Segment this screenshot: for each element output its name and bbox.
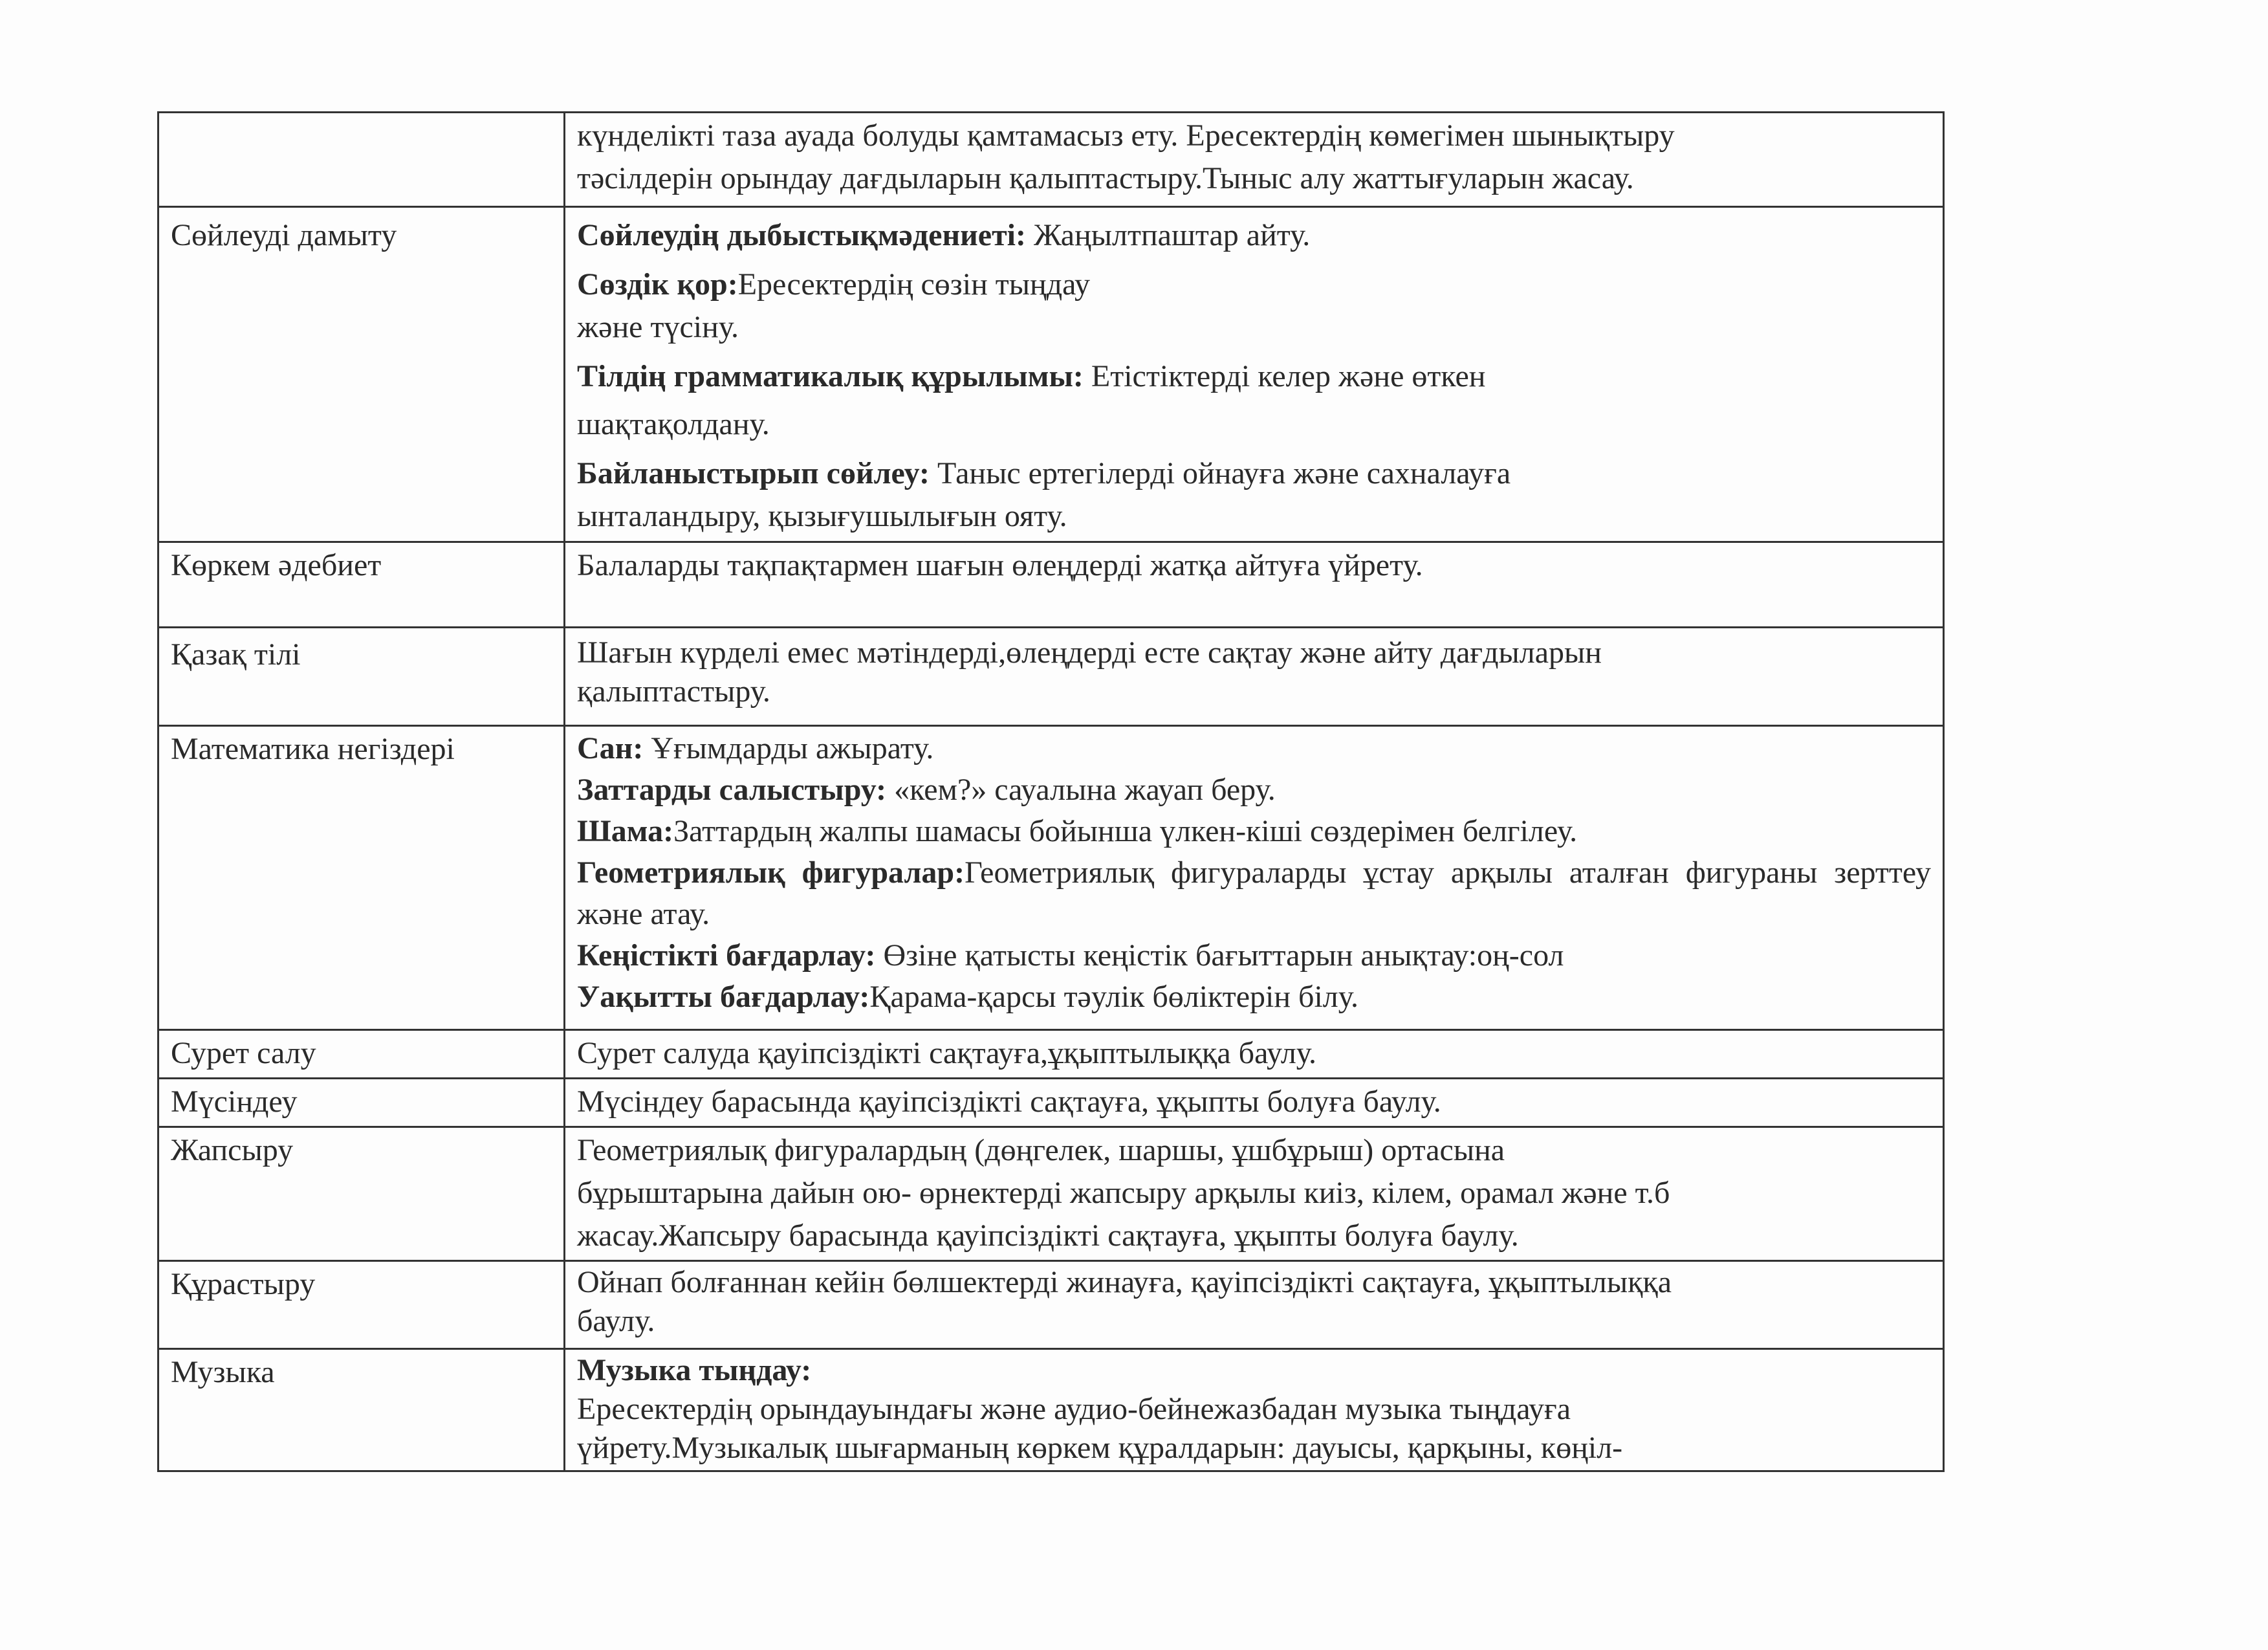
item-label: Байланыстырып сөйлеу: [577, 456, 930, 490]
item-label: Сөйлеудің дыбыстықмәдениеті: [577, 218, 1026, 252]
subject-cell [158, 113, 565, 207]
item-label: Сөздік қор: [577, 267, 738, 302]
subject-cell [158, 1349, 565, 1471]
content-line [577, 811, 1931, 852]
item-label: Шама: [577, 814, 674, 848]
content-line [577, 452, 1931, 495]
content-cell [565, 1261, 1944, 1349]
item-label: Геометриялық фигуралар: [577, 855, 965, 890]
table-row [158, 1079, 1944, 1127]
content-line [577, 976, 1931, 1018]
subject-cell [158, 207, 565, 542]
content-line: Шағын күрделі емес мәтіндерді,өлеңдерді есте сақтау және айту дағдыларын [577, 635, 1602, 670]
content-cell [565, 113, 1944, 207]
subject-cell [158, 726, 565, 1030]
item-text: Геометриялық фигураларды ұстау арқылы аталған фигураны зерттеу және атау. [577, 855, 1931, 931]
content-cell [565, 1127, 1944, 1261]
table-row [158, 726, 1944, 1030]
content-line: Ересектердің орындауындағы және аудио-бейнежазбадан музыка тыңдауға [577, 1392, 1571, 1426]
subject-cell [158, 1079, 565, 1127]
content-line: қалыптастыру. [577, 674, 770, 709]
subject-label: Мүсіндеу [171, 1084, 298, 1119]
content-line [577, 852, 1931, 935]
item-text: Жаңылтпаштар айту. [1025, 218, 1311, 252]
item-label: Тілдің грамматикалық құрылымы: [577, 359, 1084, 393]
content-line: Мүсіндеу барасында қауіпсіздікті сақтауға, ұқыпты болуға баулу. [577, 1084, 1441, 1119]
subject-label: Музыка [171, 1355, 275, 1389]
item-text: Заттардың жалпы шамасы бойынша үлкен-кіші сөздерімен белгілеу. [673, 814, 1578, 848]
subject-cell [158, 628, 565, 726]
content-line [577, 728, 1931, 769]
content-line: тәсілдерін орындау дағдыларын қалыптастыру.Тыныс алу жаттығуларын жасау. [577, 161, 1634, 195]
content-line: күнделікті таза ауада болуды қамтамасыз ету. Ересектердің көмегімен шынықтыру [577, 118, 1675, 153]
subject-cell [158, 542, 565, 628]
content-line: Геометриялық фигуралардың (дөңгелек, шаршы, ұшбұрыш) ортасына [577, 1133, 1505, 1167]
subject-label: Математика негіздері [171, 732, 455, 766]
table-row [158, 113, 1944, 207]
item-label: Уақытты бағдарлау: [577, 980, 870, 1014]
item-label: Сан: [577, 731, 644, 765]
content-line: шақтақолдану. [577, 407, 770, 441]
section-heading: Музыка тыңдау: [577, 1353, 812, 1387]
item-text: Таныс ертегілерді ойнауға және сахналауға [930, 456, 1511, 490]
content-line: үйрету.Музыкалық шығарманың көркем құралдарын: дауысы, қарқыны, көңіл- [577, 1431, 1623, 1465]
subject-cell [158, 1030, 565, 1079]
item-text: Қарама-қарсы тәулік бөліктерін білу. [869, 980, 1358, 1014]
subject-label: Қазақ тілі [171, 637, 301, 672]
content-cell [565, 628, 1944, 726]
content-line: Ойнап болғаннан кейін бөлшектерді жинауға, қауіпсіздікті сақтауға, ұқыптылыққа [577, 1265, 1672, 1299]
subject-cell [158, 1127, 565, 1261]
table-row [158, 628, 1944, 726]
subject-label: Көркем әдебиет [171, 548, 382, 582]
content-cell [565, 1349, 1944, 1471]
content-line: бұрыштарына дайын ою- өрнектерді жапсыру арқылы киіз, кілем, орамал және т.б [577, 1176, 1670, 1210]
table-row [158, 1261, 1944, 1349]
content-cell [565, 726, 1944, 1030]
item-text: Ересектердің сөзін тыңдау [737, 267, 1090, 302]
table-row [158, 542, 1944, 628]
content-line: Сурет салуда қауіпсіздікті сақтауға,ұқыптылыққа баулу. [577, 1036, 1316, 1070]
content-line [577, 769, 1931, 811]
table-row [158, 1127, 1944, 1261]
content-line [577, 263, 1931, 306]
table-row [158, 1349, 1944, 1471]
content-line: және түсіну. [577, 310, 739, 344]
subject-label: Жапсыру [171, 1133, 294, 1167]
content-cell [565, 1079, 1944, 1127]
content-line [577, 355, 1931, 398]
subject-label: Сурет салу [171, 1036, 316, 1070]
table-row [158, 1030, 1944, 1079]
content-line: баулу. [577, 1304, 655, 1338]
subject-cell [158, 1261, 565, 1349]
item-text: «кем?» сауалына жауап беру. [886, 773, 1276, 807]
item-label: Кеңістікті бағдарлау: [577, 938, 876, 973]
item-label: Заттарды салыстыру: [577, 773, 887, 807]
item-text: Ұғымдарды ажырату. [643, 731, 934, 765]
content-cell [565, 542, 1944, 628]
content-line: ынталандыру, қызығушылығын ояту. [577, 499, 1067, 533]
content-cell [565, 1030, 1944, 1079]
table-row [158, 207, 1944, 542]
subject-label: Құрастыру [171, 1267, 316, 1301]
subject-label: Сөйлеуді дамыту [171, 218, 397, 252]
content-line [577, 935, 1931, 976]
content-line: жасау.Жапсыру барасында қауіпсіздікті сақтауға, ұқыпты болуға баулу. [577, 1218, 1519, 1253]
item-text: Өзіне қатысты кеңістік бағыттарын анықтау:оң-сол [875, 938, 1564, 973]
curriculum-table [157, 111, 1945, 1472]
content-line: Балаларды тақпақтармен шағын өлеңдерді жатқа айтуға үйрету. [577, 548, 1423, 582]
item-text: Етістіктерді келер және өткен [1083, 359, 1486, 393]
content-line [577, 214, 1931, 257]
content-cell [565, 207, 1944, 542]
